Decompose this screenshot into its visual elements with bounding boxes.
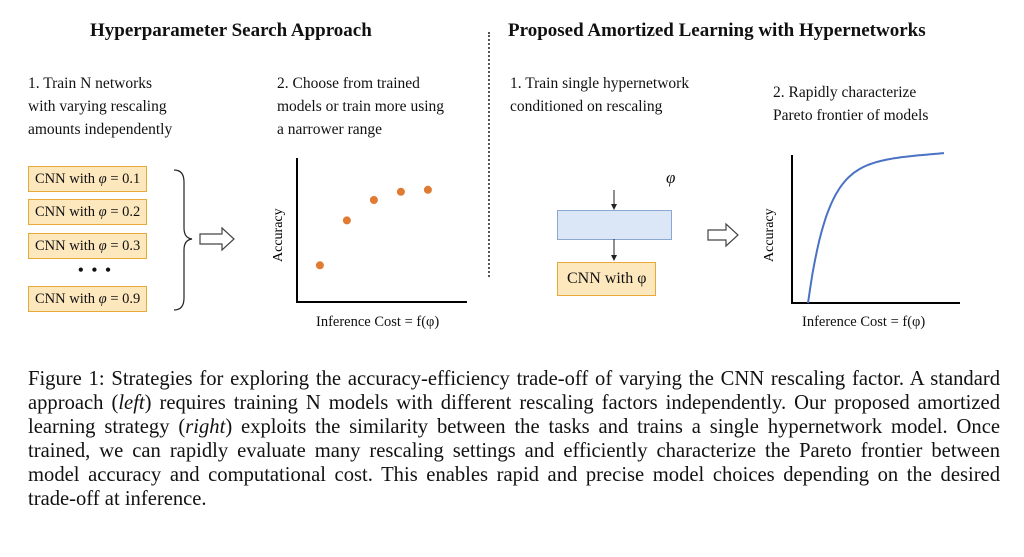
ellipsis-dots: • • • — [78, 262, 113, 279]
right-diagram-svg — [490, 0, 1024, 345]
cnn-with-phi-box: CNN with φ — [557, 262, 656, 296]
outline-arrow-right — [708, 224, 738, 246]
cnn-box-0.3: CNN with φ = 0.3 — [28, 233, 147, 259]
left-step1-text: 1. Train N networks with varying rescaling amounts independently — [28, 75, 173, 138]
phi-input-label: φ — [666, 168, 676, 187]
scatter-point — [424, 186, 432, 194]
right-ylabel: Accuracy — [762, 208, 777, 262]
scatter-point — [316, 261, 324, 269]
right-step1-text: 1. Train single hypernetwork conditioned on rescaling — [510, 75, 690, 115]
left-diagram-svg — [0, 0, 490, 345]
cnn-box-0.2: CNN with φ = 0.2 — [28, 199, 147, 225]
cnn-box-0.9: CNN with φ = 0.9 — [28, 286, 147, 312]
outline-arrow-left — [200, 228, 234, 250]
right-xlabel: Inference Cost = f(φ) — [802, 314, 926, 330]
scatter-point — [397, 188, 405, 196]
cnn-box-0.1: CNN with φ = 0.1 — [28, 166, 147, 192]
left-xlabel: Inference Cost = f(φ) — [316, 314, 440, 330]
left-heading: Hyperparameter Search Approach — [90, 20, 372, 41]
left-scatter-points — [316, 186, 432, 269]
left-ylabel: Accuracy — [271, 208, 286, 262]
left-step2-text: 2. Choose from trained models or train more using a narrower range — [277, 75, 445, 138]
right-step2-text: 2. Rapidly characterize Pareto frontier of models — [773, 84, 929, 124]
figure-caption: Figure 1: Strategies for exploring the accuracy-efficiency trade-off of varying the CNN rescaling factor. A standard approach (left) requires training N models with different rescaling factors independently. Our proposed amortized learning strategy (right) exploits the similarity between the tasks and trains a single hypernetwork model. Once trained, we can rapidly evaluate many rescaling settings and efficiently characterize the Pareto frontier between model accuracy and computational cost. This enables rapid and precise model choices depending on the desired trade-off at inference. — [28, 368, 1000, 510]
pareto-curve — [808, 153, 944, 303]
scatter-point — [343, 216, 351, 224]
scatter-point — [370, 196, 378, 204]
right-heading: Proposed Amortized Learning with Hypernetworks — [508, 20, 926, 41]
curly-brace — [174, 170, 192, 310]
